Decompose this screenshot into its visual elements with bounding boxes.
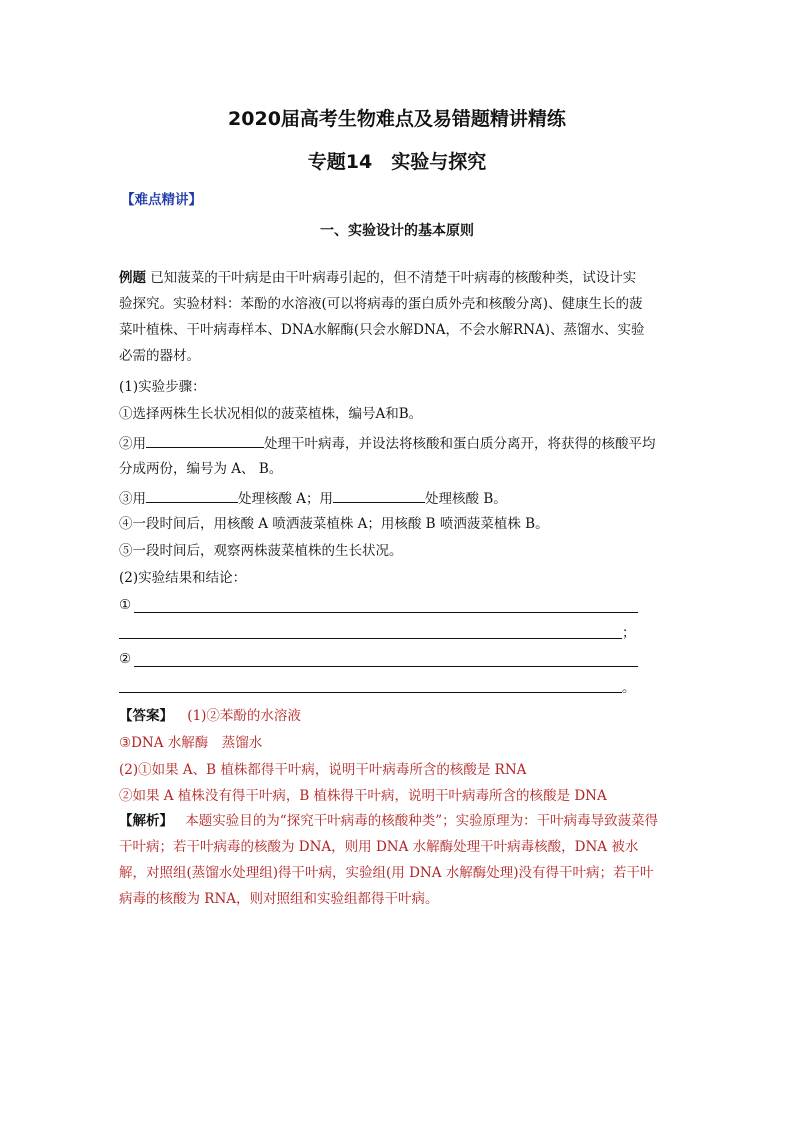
results-heading: (2)实验结果和结论： [119, 570, 247, 586]
answer-line-1 [119, 705, 301, 727]
step-3-prefix: ③用 [119, 491, 146, 507]
answer-line-3: (2)①如果 A、B 植株都得干叶病，说明干叶病毒所含的核酸是 RNA [119, 762, 527, 778]
example-paragraph [119, 265, 649, 369]
result-1-answer-line-2 [119, 638, 622, 639]
document-subtitle: 专题14 实验与探究 [307, 151, 487, 173]
step-5: ⑤一段时间后，观察两株菠菜植株的生长状况。 [119, 543, 403, 559]
result-2-end-mark: 。 [622, 680, 636, 696]
step-3-suffix: 处理核酸 B。 [425, 491, 507, 507]
steps-heading: (1)实验步骤： [119, 379, 206, 395]
step-2-continued: 分成两份，编号为 A、 B。 [119, 461, 283, 477]
analysis-text: 本题实验目的为“探究干叶病毒的核酸种类”；实验原理为：干叶病毒导致菠菜得干叶病；若干叶病毒的核酸为 DNA，则用 DNA 水解酶处理干叶病毒核酸，DNA 被水解，对照组(蒸馏水处理组)得干叶病，实验组(用 DNA 水解酶处理)没有得干叶病；若干叶病毒的核酸为 RNA，则对照组和实验组都得干叶病。 [119, 813, 659, 907]
step-4: ④一段时间后，用核酸 A 喷洒菠菜植株 A；用核酸 B 喷洒菠菜植株 B。 [119, 516, 549, 532]
section-tag: 【难点精讲】 [121, 192, 202, 208]
result-1-end-mark: ； [622, 625, 636, 641]
step-2-prefix: ②用 [119, 436, 146, 452]
example-text: 已知菠菜的干叶病是由干叶病毒引起的，但不清楚干叶病毒的核酸种类，试设计实验探究。实验材料：苯酚的水溶液(可以将病毒的蛋白质外壳和核酸分离)、健康生长的菠菜叶植株、干叶病毒样本、DNA水解酶(只会水解DNA，不会水解RNA)、蒸馏水、实验必需的器材。 [119, 270, 645, 364]
step-3 [119, 486, 507, 510]
step-2 [119, 431, 656, 455]
step-2-answer-blank [146, 431, 264, 448]
step-2-suffix: 处理干叶病毒，并设法将核酸和蛋白质分离开，将获得的核酸平均 [264, 436, 656, 452]
answer-line-4: ②如果 A 植株没有得干叶病，B 植株得干叶病，说明干叶病毒所含的核酸是 DNA [119, 788, 607, 804]
step-3-answer-blank-a [146, 486, 238, 503]
result-1-answer-line [134, 612, 638, 613]
result-2-marker: ② [119, 651, 132, 667]
analysis-paragraph [119, 808, 659, 912]
step-3-answer-blank-b [333, 486, 425, 503]
result-2-answer-line-2 [119, 692, 622, 693]
example-label: 例题 [119, 270, 146, 286]
answer-line-2: ③DNA 水解酶 蒸馏水 [119, 735, 263, 751]
analysis-label: 【解析】 [119, 813, 173, 829]
step-3-mid: 处理核酸 A；用 [238, 491, 334, 507]
answer-label: 【答案】 [119, 708, 173, 724]
result-2-answer-line [134, 666, 638, 667]
result-1-marker: ① [119, 597, 132, 613]
answer-text-1: (1)②苯酚的水溶液 [187, 708, 301, 724]
document-title: 2020届高考生物难点及易错题精讲精练 [228, 108, 566, 130]
section-heading: 一、实验设计的基本原则 [320, 223, 474, 239]
step-1: ①选择两株生长状况相似的菠菜植株，编号A和B。 [119, 406, 423, 422]
